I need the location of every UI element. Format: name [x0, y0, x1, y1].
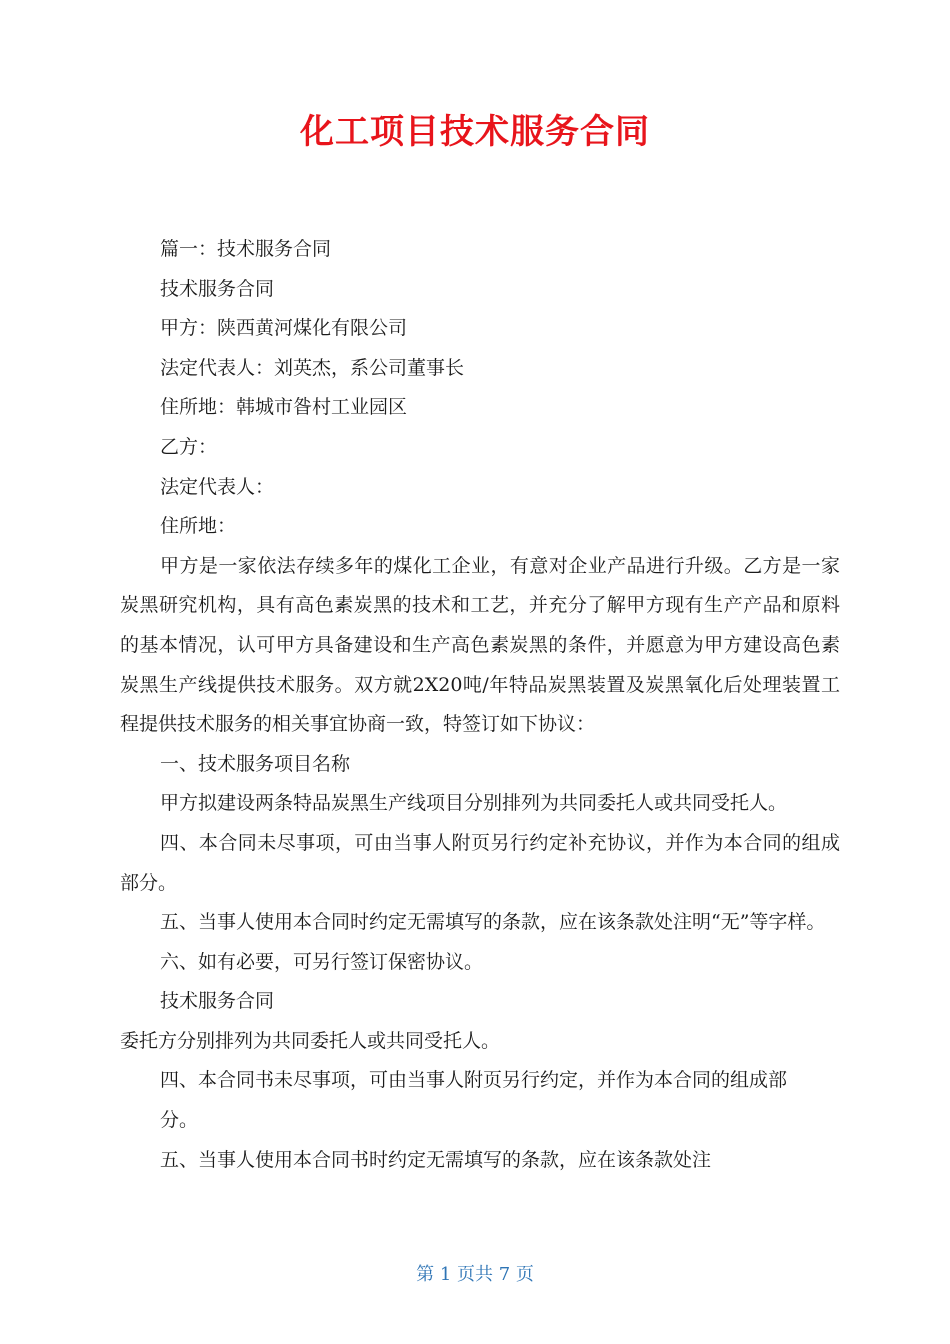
section-heading: 篇一：技术服务合同	[160, 238, 332, 260]
clause-4-text: 四、本合同未尽事项，可由当事人附页另行约定补充协议，并作为本合同的组成部分。	[120, 831, 840, 894]
client-note: 委托方分别排列为共同委托人或共同受托人。	[120, 1029, 501, 1052]
clause-4b-text: 四、本合同书未尽事项，可由当事人附页另行约定，并作为本合同的组成部	[160, 1069, 788, 1092]
party-a-line: 甲方：陕西黄河煤化有限公司	[160, 317, 408, 340]
document-title: 化工项目技术服务合同	[300, 112, 650, 152]
party-a-address: 住所地：韩城市昝村工业园区	[160, 396, 408, 419]
clause-4b-continuation: 分。	[160, 1109, 199, 1132]
party-b-representative: 法定代表人：	[160, 475, 275, 498]
clause-heading-1: 一、技术服务项目名称	[160, 752, 351, 775]
clause-6-text: 六、如有必要，可另行签订保密协议。	[160, 950, 484, 973]
party-b-address: 住所地：	[160, 515, 237, 538]
party-a-representative: 法定代表人：刘英杰，系公司董事长	[160, 356, 465, 379]
party-b-line: 乙方：	[160, 435, 218, 458]
contract-subtitle: 技术服务合同	[160, 277, 275, 300]
preamble-paragraph: 甲方是一家依法存续多年的煤化工企业，有意对企业产品进行升级。乙方是一家炭黑研究机构，具有高色素炭黑的技术和工艺，并充分了解甲方现有生产产品和原料的基本情况，认可甲方具备建设和生产高色素炭黑的条件，并愿意为甲方建设高色素炭黑生产线提供技术服务。双方就2X20吨/年特品炭黑装置及炭黑氧化后处理装置工程提供技术服务的相关事宜协商一致，特签订如下协议：	[120, 554, 840, 736]
contract-subtitle-2: 技术服务合同	[160, 990, 275, 1013]
clause-5b-text: 五、当事人使用本合同书时约定无需填写的条款，应在该条款处注	[160, 1148, 712, 1171]
clause-1-text: 甲方拟建设两条特品炭黑生产线项目分别排列为共同委托人或共同受托人。	[160, 792, 788, 815]
page-number-footer: 第 1 页共 7 页	[416, 1264, 534, 1285]
document-body	[120, 230, 840, 1180]
clause-5-text: 五、当事人使用本合同时约定无需填写的条款，应在该条款处注明“无”等字样。	[160, 911, 826, 934]
